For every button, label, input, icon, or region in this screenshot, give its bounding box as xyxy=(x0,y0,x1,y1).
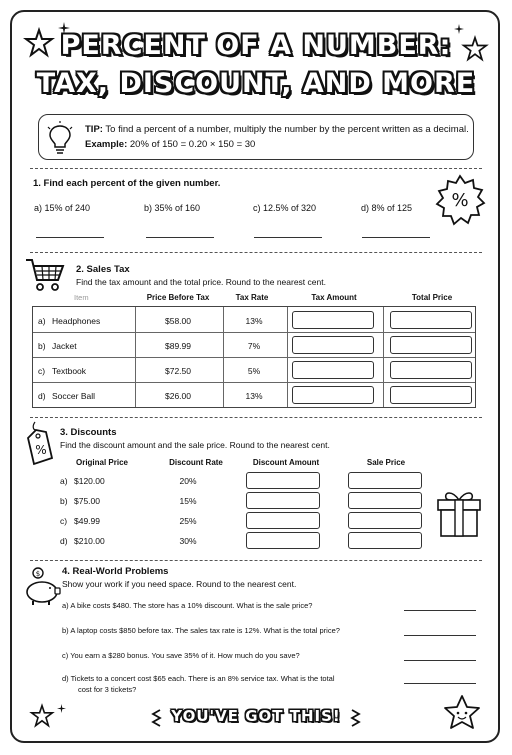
percent-badge-icon xyxy=(434,174,486,226)
section-4-instruction: Show your work if you need space. Round to the nearest cent. xyxy=(62,579,297,589)
s1-item-c: c) 12.5% of 320 xyxy=(253,203,317,213)
col-tax-rate: Tax Rate xyxy=(235,293,269,302)
percent-badge-label: % xyxy=(451,190,469,211)
row-price: $58.00 xyxy=(165,316,191,326)
col-discount-rate: Discount Rate xyxy=(169,458,223,467)
col-tax-amount: Tax Amount xyxy=(311,293,357,302)
piggy-bank-icon xyxy=(22,566,62,606)
problem-d: d) Tickets to a concert cost $65 each. There is an 8% service tax. What is the total xyxy=(62,674,335,683)
example-label: Example: xyxy=(85,139,128,150)
col-sale-price: Sale Price xyxy=(366,458,406,467)
divider xyxy=(30,417,482,418)
example-text: 20% of 150 = 0.20 × 150 = 30 xyxy=(129,139,256,150)
discount-amount-box-b[interactable] xyxy=(246,492,320,509)
section-3-instruction: Find the discount amount and the sale price. Round to the nearest cent. xyxy=(60,440,330,450)
problem-c: c) You earn a $280 bonus. You save 35% of it. How much do you save? xyxy=(62,651,300,660)
page-title-line-1: PERCENT OF A NUMBER: xyxy=(60,30,452,61)
price-tag-icon xyxy=(24,420,56,466)
tag-label: % xyxy=(35,443,47,457)
row-rate: 7% xyxy=(247,341,261,351)
col-discount-amount: Discount Amount xyxy=(252,458,320,467)
row-price: $210.00 xyxy=(74,536,105,546)
col-total-price: Total Price xyxy=(411,293,453,302)
row-letter: b) xyxy=(60,496,68,506)
row-price: $26.00 xyxy=(165,391,191,401)
section-2-heading: 2. Sales Tax xyxy=(76,264,130,275)
total-price-box-d[interactable] xyxy=(390,386,472,404)
row-price: $72.50 xyxy=(165,366,191,376)
divider xyxy=(30,560,482,561)
discount-amount-box-d[interactable] xyxy=(246,532,320,549)
row-item: Jacket xyxy=(52,341,77,351)
row-rate: 15% xyxy=(179,496,197,506)
row-rate: 30% xyxy=(179,536,197,546)
tax-amount-box-d[interactable] xyxy=(292,386,374,404)
discount-amount-box-c[interactable] xyxy=(246,512,320,529)
row-letter: b) xyxy=(38,341,46,351)
row-letter: a) xyxy=(60,476,68,486)
problem-b-answer-line[interactable] xyxy=(404,635,476,636)
shopping-cart-icon xyxy=(24,256,66,294)
divider xyxy=(30,252,482,253)
row-item: Textbook xyxy=(52,366,87,376)
section-1-heading: 1. Find each percent of the given number. xyxy=(33,178,221,189)
row-letter: d) xyxy=(60,536,68,546)
tip-label: TIP: xyxy=(85,124,103,135)
squiggle-icon xyxy=(348,709,362,727)
tax-amount-box-b[interactable] xyxy=(292,336,374,354)
row-letter: a) xyxy=(38,316,46,326)
problem-a-answer-line[interactable] xyxy=(404,610,476,611)
page-title-line-2: TAX, DISCOUNT, AND MORE xyxy=(36,68,476,99)
s1-answer-line-b[interactable] xyxy=(146,237,214,238)
row-price: $120.00 xyxy=(74,476,105,486)
problem-d-answer-line[interactable] xyxy=(404,683,476,684)
sale-price-box-b[interactable] xyxy=(348,492,422,509)
sale-price-box-a[interactable] xyxy=(348,472,422,489)
problem-a: a) A bike costs $480. The store has a 10% discount. What is the sale price? xyxy=(62,601,313,610)
row-item: Soccer Ball xyxy=(52,391,95,401)
row-letter: c) xyxy=(38,366,46,376)
s1-answer-line-a[interactable] xyxy=(36,237,104,238)
row-price: $89.99 xyxy=(165,341,191,351)
row-rate: 13% xyxy=(245,316,263,326)
row-rate: 25% xyxy=(179,516,197,526)
section-2-instruction: Find the tax amount and the total price. Round to the nearest cent. xyxy=(76,277,326,287)
s1-item-d: d) 8% of 125 xyxy=(361,203,413,213)
row-price: $75.00 xyxy=(74,496,100,506)
row-rate: 20% xyxy=(179,476,197,486)
col-item: Item xyxy=(74,293,89,302)
s1-item-a: a) 15% of 240 xyxy=(34,203,91,213)
col-original-price: Original Price xyxy=(75,458,129,467)
row-price: $49.99 xyxy=(74,516,100,526)
divider xyxy=(30,168,482,169)
discount-amount-box-a[interactable] xyxy=(246,472,320,489)
gift-box-icon xyxy=(434,486,484,538)
problem-b: b) A laptop costs $850 before tax. The sales tax rate is 12%. What is the total price? xyxy=(62,626,340,635)
svg-text:$: $ xyxy=(35,570,41,578)
lightbulb-icon xyxy=(47,121,73,155)
row-letter: c) xyxy=(60,516,68,526)
tip-text: To find a percent of a number, multiply the number by the percent written as a decimal. xyxy=(105,124,469,135)
row-item: Headphones xyxy=(52,316,101,326)
row-letter: d) xyxy=(38,391,46,401)
footer-message: YOU'VE GOT THIS! xyxy=(171,707,341,725)
sale-price-box-d[interactable] xyxy=(348,532,422,549)
total-price-box-b[interactable] xyxy=(390,336,472,354)
tax-amount-box-c[interactable] xyxy=(292,361,374,379)
sale-price-box-c[interactable] xyxy=(348,512,422,529)
section-3-heading: 3. Discounts xyxy=(60,427,117,438)
col-price-before-tax: Price Before Tax xyxy=(146,293,210,302)
tax-amount-box-a[interactable] xyxy=(292,311,374,329)
problem-c-answer-line[interactable] xyxy=(404,660,476,661)
section-4-heading: 4. Real-World Problems xyxy=(62,566,169,577)
problem-d-continued: cost for 3 tickets? xyxy=(78,685,137,694)
s1-item-b: b) 35% of 160 xyxy=(144,203,201,213)
total-price-box-a[interactable] xyxy=(390,311,472,329)
row-rate: 5% xyxy=(247,366,261,376)
smiling-star-icon xyxy=(442,694,482,732)
total-price-box-c[interactable] xyxy=(390,361,472,379)
row-rate: 13% xyxy=(245,391,263,401)
tip-box xyxy=(38,114,474,160)
s1-answer-line-d[interactable] xyxy=(362,237,430,238)
s1-answer-line-c[interactable] xyxy=(254,237,322,238)
